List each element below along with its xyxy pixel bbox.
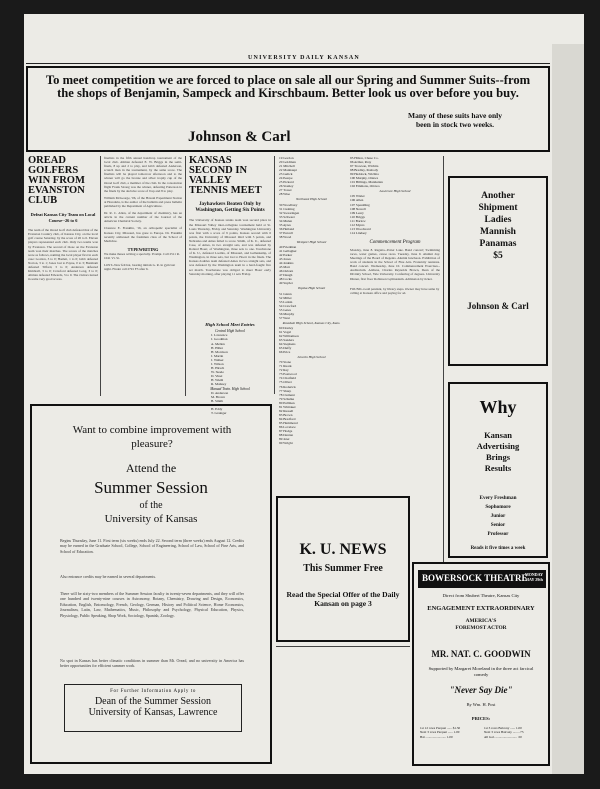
newspaper-page <box>24 14 584 774</box>
entry-name: 45 Marr <box>279 265 291 270</box>
central-entries <box>189 333 271 386</box>
entry-name: 33 Schwarz <box>279 214 295 219</box>
entry-name: 31 Cushing <box>279 206 295 211</box>
entry-name: J. Walker <box>211 357 224 362</box>
tennis-body: The University of Kansas tennis team won second place in the Missouri Valley inter-collegiate tournament held at St. Louis Thursday, Friday and Saturday. Washington University was first with a score of 9 points, Kansas second with 6 points, the University of Missouri third with 5 points, and Nebraska and Ames failed to score. Smith, of K. U., defeated Case, of Ames, in two straight sets, and was defeated by Roland Hoerr, of Washington, three sets to one. Touchstone of K. U., defeated Loomis, of Missouri, and Gallenkamp, of Washington, in three sets, but lost to Hoerr in the finals. The Kansas doubles team defeated Ames in two straight sets, and was defeated by the Washington team in a hard-fought five set match. Touchstone was obliged to meet Hoerr early Saturday morning, after playing 11 sets Friday. <box>189 218 271 276</box>
masthead: UNIVERSITY DAILY KANSAN <box>248 55 360 61</box>
panamas-ad <box>448 176 548 366</box>
entry-name: 48 Cocks <box>279 277 292 282</box>
entry-name: 52 Miller <box>279 295 292 300</box>
entry-name: 81 Whitaker <box>279 404 296 409</box>
entry-name: 97 Trowson, Wichita <box>350 164 379 169</box>
summer-dean: Dean of the Summer Session <box>94 696 212 707</box>
entry-name: 35 Ayres <box>279 222 291 227</box>
entry-name: 89 Jeter <box>279 437 290 442</box>
entry-name: 66 Price <box>279 350 291 355</box>
entry-name: J. Martin <box>211 353 224 358</box>
entry-name: 108 Newell <box>350 206 366 211</box>
tennis-headline: KANSAS SECOND IN VALLEY TENNIS MEET <box>189 155 262 196</box>
entry-name: 105 Wisler <box>350 194 365 199</box>
bowersock-date: MONDAY MAY 29th <box>524 572 544 582</box>
tennis-subhead: Jayhawkers Beaten Only by Washington, Getting Six Points <box>195 201 265 214</box>
entry-name: 83 Brown <box>279 412 293 417</box>
kansan-ad-reader: Professor <box>487 531 509 537</box>
school-heading: Northeast High School <box>295 197 328 202</box>
summer-university: University of Kansas <box>104 513 198 525</box>
suits-ad-store: Johnson & Carl <box>188 129 291 145</box>
lost-notice: LOST--New felt hat, bearing initials G. R. in gym last night. Finder call 2791 F3 after 6. <box>104 262 176 272</box>
entry-name: 25 Pickard <box>279 180 294 185</box>
central-title: Central High School <box>215 329 245 334</box>
entry-name: 113 Woodward <box>350 226 371 231</box>
bowersock-author: By Wm. H. Post <box>466 702 496 707</box>
bowersock-prices-right: 1st 3 rows Balcony ...... 1.00 Next 3 rows Balcony ....... .75 All Gal. .......................... .50 <box>484 726 524 739</box>
entry-name: 30 Woodbury <box>279 202 298 207</box>
entry-name: 49 Snyder <box>279 281 293 286</box>
entry-name: 22 Manhaupt <box>279 168 297 173</box>
entry-name: 42 Parker <box>279 253 293 258</box>
entry-name: 84 Bradford <box>279 416 296 421</box>
commencement-title: Commencement Program <box>369 239 421 245</box>
entry-name: 87 Hodge <box>279 429 293 434</box>
summer-place: University of Kansas, Lawrence <box>88 707 218 718</box>
kansan-ad-line: Results <box>484 463 512 473</box>
school-heading: Topeka High School <box>297 286 326 291</box>
entry-name: 54 Crawford <box>279 303 297 308</box>
col-rule <box>443 156 444 562</box>
school-heading: Westport High School <box>296 239 327 244</box>
kansan-ad-reader: Junior <box>490 513 506 519</box>
entry-name: D. Vinet <box>211 373 223 378</box>
entry-name: 80 Pullman <box>279 400 295 405</box>
note-3: Clarence E. Franklin, '16, an orthopedic specialist of Kansas City, Missouri, has gone to Europe. Dr. Franklin recently addressed the freshmen class of the School of Medicine. <box>104 226 182 243</box>
entry-name: 75 Olivet <box>279 380 292 385</box>
bowersock-ad <box>412 562 550 766</box>
bowersock-title: BOWERSOCK THEATRE <box>422 573 528 583</box>
entry-name: 27 Tower <box>279 188 292 193</box>
kansan-ad-title: Why <box>479 397 517 417</box>
entry-name: 62 Williamson <box>279 333 299 338</box>
summer-apply-box <box>64 684 242 732</box>
entry-name: 77 Sharp <box>279 388 292 393</box>
entry-name: M. Brown <box>211 395 225 400</box>
entry-name: 51 Glenn <box>279 291 292 296</box>
bowersock-supported: Supported by Margaret Moreland in the three act farcical comedy <box>428 666 534 677</box>
entry-name: 41 Gallagher <box>279 249 297 254</box>
ku-news-offer: Read the Special Offer of the Daily Kansan on page 3 <box>286 590 400 609</box>
entry-name: 99 Haddock, Wichita <box>350 172 379 177</box>
bowersock-engagement: ENGAGEMENT EXTRAORDINARY <box>427 605 535 612</box>
entry-name: 43 Jones <box>279 257 291 262</box>
entry-name: 24 Peerpe <box>279 176 293 181</box>
entry-name: 106 Allen <box>350 198 364 203</box>
col-rule <box>185 156 186 396</box>
entry-name: 100 Murphy, Ottawa <box>350 176 379 181</box>
entry-name: 98 Bradley, Peabody <box>350 168 379 173</box>
entry-name: 19 Gordon <box>279 156 294 160</box>
entry-name: 102 Emmons, Ottawa <box>350 184 380 189</box>
entry-name: 53 Larkin <box>279 299 293 304</box>
panamas-line: Ladies <box>484 215 512 225</box>
entry-name: 72 Ray <box>279 368 289 373</box>
ku-news-sub: This Summer Free <box>303 563 383 574</box>
col-rule <box>100 156 101 396</box>
page-margin-shadow <box>552 44 584 774</box>
entry-name: 56 Murphy <box>279 311 295 316</box>
golf-continued: finalists in the fifth annual handicap tournament of the local club. Altman defeated E. W. Briggs in the semi-finals, 8 up and 2 to play, and Gibb defeated Anderson, scratch man in the tournament, by the same score. The finalists will be played tomorrow afternoon and to the winner will go the bronze and silver trophy cup of the Oread Golf club, a member of the club. In the consolation flight Frank Strong was the winner, defeating Patterson in the finals by the decisive score of 9 up and 8 to play. <box>104 156 182 193</box>
entry-name: J. Lawrence <box>211 333 228 338</box>
entry-name: 21 Mitchell <box>279 164 295 169</box>
entry-name: 76 Roderick <box>279 384 296 389</box>
kansan-ad <box>448 382 548 558</box>
entry-name: 47 Daugh <box>279 273 293 278</box>
bowersock-prices-title: PRICES: <box>471 716 491 721</box>
entry-name: 88 Dentan <box>279 433 294 438</box>
summer-session-ad <box>30 404 272 764</box>
entry-name: J. Goodman <box>211 337 228 342</box>
entry-name: 95 Hilton, Chase Co. <box>350 156 379 160</box>
golf-subhead: Defeat Kansas City Team on Local Course--26 to 6 <box>30 212 96 223</box>
entry-name: 110 Briggs <box>350 214 365 219</box>
entry-name: 61 Vogel <box>279 329 292 334</box>
panamas-line: $5 <box>493 251 503 261</box>
entries-title: High School Meet Entries <box>205 322 255 328</box>
entry-name: 79 Schulke <box>279 396 295 401</box>
entry-name: 71 Ruark <box>279 364 292 369</box>
entry-name: 114 Lindsey <box>350 230 367 235</box>
entry-name: B. Smith <box>211 399 224 404</box>
kansan-ad-reader: Sophomore <box>485 504 511 510</box>
entry-name: 38 Wood <box>279 234 292 239</box>
entry-name: D. Anderson <box>211 391 229 396</box>
entry-name: 36 Heiland <box>279 226 294 231</box>
panamas-ad-text <box>450 190 546 262</box>
commencement-body: Monday, June 8. Regatta--Potter Lake. Band concert; Swimming races, water games, canoe races. Tuesday, June 9. Alumni day. Meetings of the Board of Regents. Alumni luncheon. Exhibition of work of students in the School of Fine Arts. Fraternity reunions. Band concert. Wednesday, June 10. Commencement Exercises--Auditorium. Address, Charles Reynolds Brown, Dean of the Divinity School, Yale University. Conferring of degrees. University Dinner, first floor Robinson Gymnasium. Admission by ticket. <box>350 247 440 281</box>
entry-name: 96 Arthur, Peay <box>350 160 372 165</box>
entry-name: 63 Sanders <box>279 338 294 343</box>
entry-name: 85 Hammond <box>279 420 298 425</box>
entry-name: 40 Friedman <box>279 244 297 249</box>
summer-apply: For Further Information Apply to <box>110 689 196 694</box>
entry-name: H. Wiehl <box>211 377 224 382</box>
entry-name: 32 Swearingen <box>279 210 300 215</box>
entry-name: 107 Spaulding <box>350 202 370 207</box>
entry-name: R. Mohney <box>211 381 227 386</box>
entry-name: 90 Wright <box>279 441 293 446</box>
typewriting-title: TYPEWRITING <box>127 246 159 252</box>
summer-attend: Attend the <box>125 461 177 475</box>
middle-entries <box>279 156 344 445</box>
school-heading: Rosedale High School, Kansas City, Kans. <box>282 320 341 325</box>
suits-ad <box>26 66 550 152</box>
entry-name: 74 Chatfield <box>279 376 296 381</box>
entry-name: 78 Clement <box>279 392 295 397</box>
kansan-ad-line: Advertising <box>476 441 520 451</box>
note-2: Dr. R. C. Allen, of the department of chemistry, has an article in the current number of the Journal of the American Chemical Society. <box>104 211 182 224</box>
school-heading: Lawrence High School <box>379 189 411 194</box>
summer-body-4: No spot in Kansas has better climatic conditions in summer than Mt. Oread, and no university in America has better opportunities for efficient summer work. <box>60 658 244 669</box>
summer-title: Summer Session <box>94 478 208 497</box>
entries-list-middle <box>279 156 344 446</box>
kansan-ad-line: Brings <box>485 452 511 462</box>
summer-body-1: Begins Thursday, June 11. First term (six weeks) ends July 22. Second term (three weeks) ends August 12. Credits may be earned in the Graduate School, College, School of Engineering, School of Law, School of Fine Arts, and School of Education. <box>60 538 244 554</box>
tennis-article <box>189 155 271 416</box>
entry-name: H. Hirsch <box>211 365 225 370</box>
summer-of: of the <box>139 500 163 511</box>
kansan-ad-lines <box>450 430 546 474</box>
col-rule <box>276 646 410 647</box>
bowersock-direct: Direct from Shubert Theatre, Kansas City <box>442 593 520 598</box>
manual-title: Manual Train. High School <box>210 387 250 392</box>
panamas-ad-store: Johnson & Carl <box>467 301 529 311</box>
ku-news-title: K. U. NEWS <box>299 541 387 558</box>
kansan-ad-tagline: Reads it five times a week <box>470 546 526 551</box>
briefs-column <box>104 156 182 396</box>
ku-news-ad <box>276 496 410 642</box>
entry-name: D. Case <box>211 403 222 408</box>
kansan-ad-reader: Senior <box>490 522 506 528</box>
summer-body-2: Also entrance credits may be earned in several departments. <box>60 574 157 579</box>
entry-name: 20 Goldman <box>279 160 296 165</box>
golf-body: The team of the Oread Golf club defeated that of the Evanston Country club, of Kansas City, on the local golf course Saturday, by the score of 26 to 6. Eleven players represented each club. Only two teams won by Evanston. The second of those on the Evanston team won their matches. The scores of the matches were as follows, naming the local player first in each case: Gordon, 3 to 0; Hazlett, 1 to 0; Gibb defeated Norton, 3 to 1; Jones lost to Payne, 0 to 3; Burnham defeated Tilford, 3 to 0; Anderson defeated Kimbrell, 3 to 0; Crawford defeated Long, 3 to 0; Altman defeated Edwards, 3 to 0. The visitors turned in some very good scores. <box>28 228 98 282</box>
bowersock-prices-left: 1st 12 rows Parquet ...... $1.50 Next 3 rows Parquet ...... 1.00 Bal. ........................ 1.00 <box>420 726 461 739</box>
panamas-line: Panamas <box>479 239 517 249</box>
right-entries <box>350 156 440 235</box>
entry-name: 37 Purcell <box>279 230 293 235</box>
panamas-line: Mannish <box>480 227 516 237</box>
suits-ad-note: Many of these suits have only been in stock two weeks. <box>408 111 502 129</box>
bowersock-play: "Never Say Die" <box>449 685 513 695</box>
entry-name: 70 Stone <box>279 360 291 365</box>
entry-name: T. Grainger <box>211 411 227 416</box>
summer-intro: Want to combine improvement with pleasure? <box>72 424 232 450</box>
entry-name: 65 Duffy <box>279 346 292 351</box>
suits-ad-headline: To meet competition we are forced to place on sale all our Spring and Summer Suits--from the shops of Benjamin, Sampeck and Kirschbaum. Better look us over before you buy. <box>45 73 531 100</box>
entry-name: 101 Billings, Manhattan <box>350 180 383 185</box>
bowersock-actor: MR. NAT. C. GOODWIN <box>431 649 531 659</box>
entry-name: H. Hiller <box>211 345 224 350</box>
note-1: William McGeorge, '06, of the Hawaii Experiment Station at Honolulu, is the author of the bulletin and press bulletin published by the Department of Agriculture. <box>104 195 182 209</box>
golf-article <box>28 156 98 396</box>
entry-name: 112 Myers <box>350 222 365 227</box>
entry-name: 73 Eastwood <box>279 372 297 377</box>
kansan-ad-readers <box>450 494 546 539</box>
summer-body-3: There will be sixty-two members of the Summer Session faculty in twenty-seven departments, and they will offer one hundred and twenty-nine courses in Astronomy, Botany, Chemistry, Drawing and Design, Economics, Education, English, Entomology, French, Geology, German, History and Political Science, Home Economics, Journalism, Latin, Law, Mathematics, Music, Philosophy and Psychology, Physical Education, Physics, Physiology, Public Speaking, Shop Work, Sociology, Spanish, Zoology. <box>60 591 244 618</box>
entry-name: 34 Mulen <box>279 218 293 223</box>
masthead-rule <box>26 63 550 64</box>
entry-name: 57 West <box>279 315 290 320</box>
entry-name: A. Mellen <box>211 341 225 346</box>
bowersock-americas: AMERICA'S FOREMOST ACTOR <box>455 618 507 631</box>
entry-name: 44 Jenkins <box>279 261 294 266</box>
col-rule <box>274 156 275 394</box>
entry-name: 111 Barlow <box>350 218 366 223</box>
school-heading: Lincoln High School <box>297 355 326 360</box>
entry-name: W. Steele <box>211 369 224 374</box>
entry-name: 28 Wise <box>279 192 291 197</box>
golf-headline: OREAD GOLFERS WIN FROM EVANSTON CLUB <box>28 155 85 206</box>
entry-name: 23 Gulick <box>279 172 293 177</box>
entry-name: 60 Donley <box>279 325 294 330</box>
entry-name: 109 Leary <box>350 210 364 215</box>
entry-name: H. Eddy <box>211 407 223 412</box>
entry-name: 26 Stanley <box>279 184 294 189</box>
entry-name: H. Morrison <box>211 349 228 354</box>
panamas-line: Another <box>481 191 515 201</box>
typewriting-body: We make theses writing a specialty. Prompt. Call 2511 R. 1041 Vt. St. <box>104 251 180 260</box>
entry-name: J. Wilson <box>211 361 224 366</box>
entry-name: 64 Stephens <box>279 342 296 347</box>
entry-name: 86 Lovelace <box>279 425 296 429</box>
kansan-ad-reader: Every Freshman <box>479 495 517 501</box>
kansan-ad-line: Kansan <box>484 430 512 440</box>
panamas-line: Shipment <box>478 203 518 213</box>
entry-name: 46 Osborn <box>279 269 294 274</box>
found-notice: FOUND--Gold pendant, by library steps. Owner may have same by calling at Kansan office and paying for ad. <box>350 286 440 295</box>
entry-name: 55 Gates <box>279 307 291 312</box>
entry-name: 82 Russell <box>279 408 294 413</box>
